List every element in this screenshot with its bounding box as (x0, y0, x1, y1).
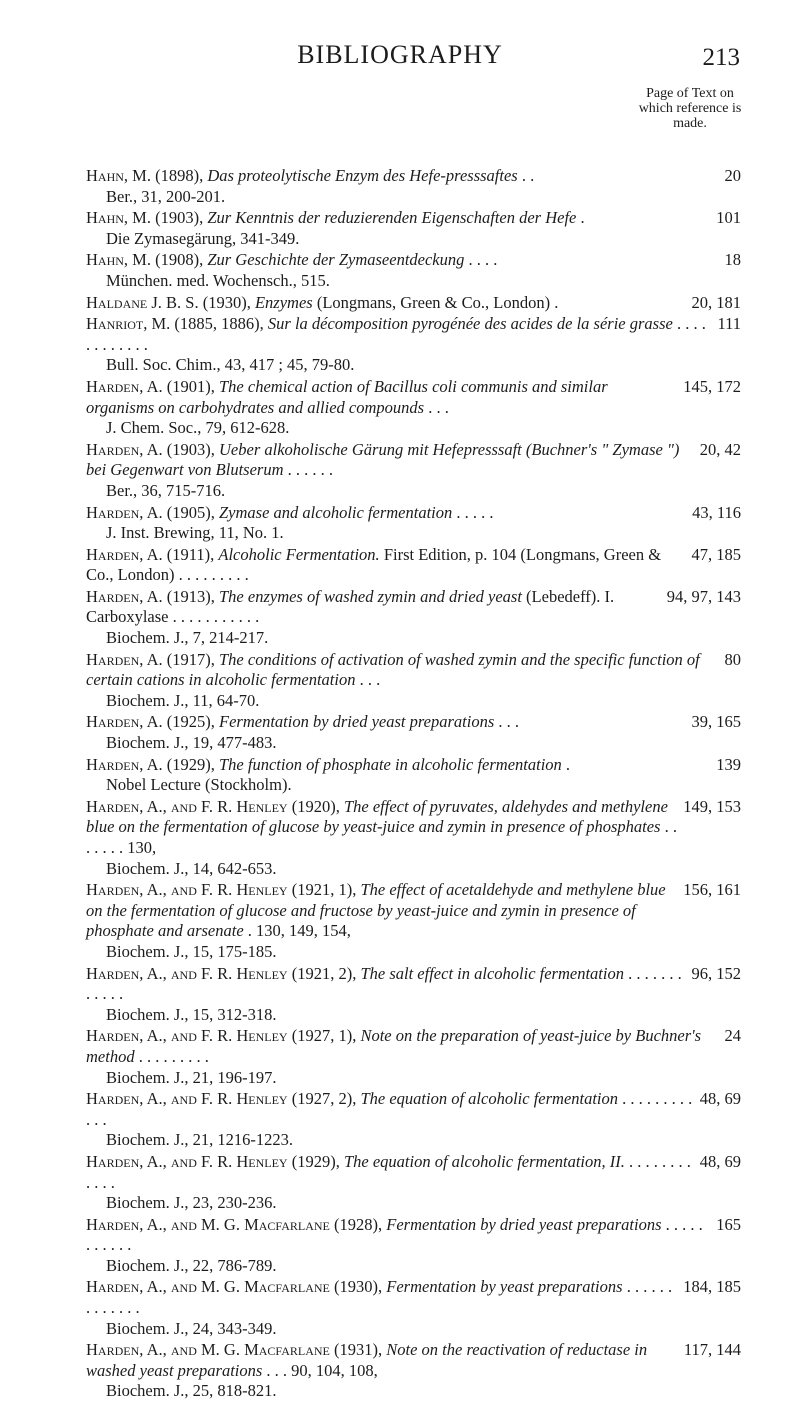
entry-citation (86, 503, 741, 524)
entry-title: Zymase and alcoholic fermentation (219, 502, 453, 522)
entry-main (86, 712, 686, 733)
entry-journal: Biochem. J., 25, 818-821. (106, 1381, 277, 1401)
entry-main (86, 650, 719, 691)
entry-journal: Biochem. J., 24, 343-349. (106, 1318, 277, 1338)
entry-citation (86, 650, 741, 691)
entry-author: Hahn, M. (1898), (86, 166, 204, 185)
entry-journal: Nobel Lecture (Stockholm). (106, 775, 292, 795)
entry-main (86, 293, 686, 314)
entry-citation (86, 797, 741, 859)
entry-journal: J. Inst. Brewing, 11, No. 1. (106, 523, 284, 543)
entry-page-refs: 24 (724, 1026, 741, 1046)
entry-title: Fermentation by dried yeast preparations (219, 712, 495, 732)
entry-tail: . . . . . . . . . . . . (86, 1151, 691, 1192)
entry-author: Harden, A., and M. G. Macfarlane (1928), (86, 1214, 383, 1234)
entry-author: Hahn, M. (1908), (86, 250, 204, 270)
entry-citation (86, 293, 741, 314)
entry-author: Harden, A. (1905), (86, 502, 215, 522)
page-reference-column-heading: Page of Text on which reference is made. (638, 86, 742, 131)
entry-citation (86, 1340, 741, 1381)
entry-tail: . . . . . . . . . . . . (86, 314, 706, 354)
entry-tail: First Edition, p. 104 (Longmans, Green & Co., London) . . . . . . . . . (86, 544, 662, 585)
running-head-title: BIBLIOGRAPHY (297, 40, 503, 69)
entry-tail: . . (517, 166, 535, 185)
entry-title: The chemical action of Bacillus coli communis and similar organisms on carbohydrates and allied compounds (86, 376, 608, 417)
entry-main (86, 377, 677, 418)
entry-page-refs: 117, 144 (683, 1340, 741, 1360)
entry-citation (86, 314, 741, 355)
entry-author: Harden, A., and F. R. Henley (1921, 2), (86, 963, 357, 983)
entry-journal: Biochem. J., 15, 175-185. (106, 941, 277, 961)
bibliography-entry (86, 1026, 741, 1088)
entry-journal: Biochem. J., 7, 214-217. (106, 628, 269, 648)
entry-title: Ueber alkoholische Gärung mit Hefepresssaft (Buchner's " Zymase ") bei Gegenwart von Blutserum (86, 439, 680, 480)
entry-journal: Biochem. J., 14, 642-653. (106, 858, 277, 878)
entry-journal: Die Zymasegärung, 341-349. (106, 228, 300, 248)
entry-tail: (Longmans, Green & Co., London) . (312, 292, 559, 312)
entry-author: Harden, A., and M. G. Macfarlane (1931), (86, 1340, 383, 1360)
entry-tail: . . . 90, 104, 108, (262, 1360, 378, 1380)
entry-title: Zur Kenntnis der reduzierenden Eigenschaften der Hefe (207, 208, 577, 228)
entry-author: Harden, A. (1925), (86, 712, 215, 732)
entry-title: Das proteolytische Enzym des Hefe-presssaftes (207, 166, 518, 185)
entry-title: Sur la décomposition pyrogénée des acides de la série grasse (267, 314, 673, 334)
entry-author: Harden, A. (1917), (86, 649, 215, 669)
bibliography-entry (86, 964, 741, 1026)
entry-main (86, 797, 677, 859)
entry-author: Harden, A., and M. G. Macfarlane (1930), (86, 1277, 383, 1297)
entry-main (86, 1277, 677, 1318)
entry-title: The enzymes of washed zymin and dried yeast (219, 586, 522, 606)
entry-main (86, 880, 677, 942)
bibliography-entry (86, 797, 741, 879)
entry-page-refs: 20 (724, 166, 741, 185)
bibliography-entry (86, 440, 741, 502)
bibliography-entry (86, 208, 741, 249)
entry-title: The equation of alcoholic fermentation (360, 1089, 619, 1109)
entry-citation (86, 880, 741, 942)
entry-main (86, 166, 719, 187)
bibliography-list (86, 166, 741, 1403)
entry-page-refs: 149, 153 (683, 796, 741, 816)
bibliography-entry (86, 587, 741, 649)
entry-citation (86, 1152, 741, 1193)
entry-tail: . (576, 208, 585, 228)
entry-title: Note on the preparation of yeast-juice by Buchner's method (86, 1026, 702, 1066)
entry-citation (86, 1215, 741, 1256)
entry-tail: . . . (494, 712, 520, 732)
entry-title: Alcoholic Fermentation. (218, 544, 380, 564)
entry-page-refs: 156, 161 (683, 880, 741, 900)
entry-page-refs: 96, 152 (691, 963, 741, 983)
entry-journal: Biochem. J., 23, 230-236. (106, 1193, 277, 1213)
entry-page-refs: 101 (716, 208, 741, 228)
bibliography-entry (86, 1089, 741, 1151)
entry-title: Zur Geschichte der Zymaseentdeckung (207, 250, 465, 270)
entry-page-refs: 18 (724, 250, 741, 270)
entry-tail: . . . . (464, 250, 498, 270)
bibliography-entry (86, 880, 741, 962)
entry-journal: Biochem. J., 22, 786-789. (106, 1255, 277, 1275)
entry-title: The salt effect in alcoholic fermentation (360, 963, 624, 983)
entry-main (86, 755, 710, 776)
entry-journal: Ber., 36, 715-716. (106, 480, 226, 500)
running-head (0, 40, 800, 80)
entry-title: Fermentation by dried yeast preparations (386, 1214, 662, 1234)
entry-journal: Biochem. J., 15, 312-318. (106, 1004, 277, 1024)
entry-journal: Bull. Soc. Chim., 43, 417 ; 45, 79-80. (106, 355, 355, 375)
bibliography-entry (86, 1277, 741, 1339)
bibliography-entry (86, 755, 741, 796)
entry-page-refs: 184, 185 (683, 1277, 741, 1297)
bibliography-entry (86, 650, 741, 712)
entry-journal: J. Chem. Soc., 79, 612-628. (106, 418, 290, 438)
entry-title: The function of phosphate in alcoholic fermentation (219, 754, 562, 774)
entry-title: The equation of alcoholic fermentation, II. (343, 1151, 625, 1171)
entry-journal: Biochem. J., 21, 1216-1223. (106, 1130, 293, 1150)
entry-journal: Biochem. J., 11, 64-70. (106, 690, 260, 710)
entry-page-refs: 111 (717, 314, 741, 334)
entry-main (86, 1026, 719, 1067)
entry-journal: Biochem. J., 21, 196-197. (106, 1067, 277, 1087)
entry-title: The effect of acetaldehyde and methylene blue on the fermentation of glucose and fructose by yeast-juice and zymin in presence of phosphate and arsenate (86, 880, 666, 941)
entry-citation (86, 1026, 741, 1067)
bibliography-entry (86, 166, 741, 207)
entry-main (86, 964, 686, 1005)
entry-tail: . . . . . (452, 502, 494, 522)
entry-main (86, 587, 661, 628)
entry-author: Harden, A., and F. R. Henley (1921, 1), (86, 880, 357, 900)
entry-author: Harden, A., and F. R. Henley (1929), (86, 1151, 340, 1171)
entry-main (86, 1152, 694, 1193)
entry-main (86, 1340, 678, 1381)
entry-page-refs: 48, 69 (699, 1151, 741, 1171)
entry-citation (86, 545, 741, 586)
bibliography-entry (86, 1215, 741, 1277)
entry-author: Haldane J. B. S. (1930), (86, 292, 251, 312)
bibliography-entry (86, 712, 741, 753)
entry-tail: . 130, 149, 154, (243, 921, 351, 941)
entry-main (86, 250, 719, 271)
entry-tail: . . . . . . . . . . . . . (86, 1277, 673, 1318)
entry-main (86, 208, 710, 229)
bibliography-entry (86, 377, 741, 439)
entry-author: Harden, A., and F. R. Henley (1927, 1), (86, 1026, 357, 1046)
entry-author: Harden, A. (1913), (86, 586, 215, 606)
entry-tail: . (561, 754, 571, 774)
entry-author: Hanriot, M. (1885, 1886), (86, 314, 264, 334)
entry-title: The conditions of activation of washed zymin and the specific function of certain cations in alcoholic fermentation (86, 649, 700, 690)
entry-author: Harden, A. (1903), (86, 439, 215, 459)
entry-journal: Biochem. J., 19, 477-483. (106, 733, 277, 753)
bibliography-entry (86, 293, 741, 314)
bibliography-entry (86, 250, 741, 291)
bibliography-entry (86, 1152, 741, 1214)
entry-tail: . . . . . . . 130, (86, 817, 677, 857)
entry-page-refs: 48, 69 (699, 1089, 741, 1109)
entry-main (86, 1089, 694, 1130)
entry-page-refs: 165 (716, 1214, 741, 1234)
entry-author: Harden, A. (1901), (86, 376, 215, 396)
entry-citation (86, 1277, 741, 1318)
entry-citation (86, 166, 741, 187)
bibliography-entry (86, 503, 741, 544)
entry-main (86, 503, 686, 524)
entry-author: Harden, A. (1929), (86, 754, 215, 774)
entry-tail: . . . . . . . . . . . . (86, 1089, 693, 1129)
entry-page-refs: 94, 97, 143 (666, 586, 741, 606)
entry-author: Hahn, M. (1903), (86, 208, 204, 228)
entry-tail: . . . . . . . . . (134, 1046, 209, 1066)
entry-title: Fermentation by yeast preparations (386, 1277, 623, 1297)
entry-citation (86, 440, 741, 481)
bibliography-entry (86, 1340, 741, 1402)
entry-citation (86, 712, 741, 733)
entry-page-refs: 139 (716, 754, 741, 774)
entry-citation (86, 208, 741, 229)
entry-page-refs: 80 (724, 649, 741, 669)
entry-citation (86, 964, 741, 1005)
entry-tail: . . . . . . . . . . . (86, 1214, 703, 1255)
bibliography-entry (86, 545, 741, 586)
entry-journal: Ber., 31, 200-201. (106, 186, 226, 206)
page-number: 213 (702, 44, 740, 71)
entry-page-refs: 43, 116 (692, 502, 741, 522)
entry-main (86, 440, 694, 481)
entry-page-refs: 47, 185 (691, 544, 741, 564)
entry-journal: München. med. Wochensch., 515. (106, 270, 330, 290)
entry-tail: (Lebedeff). I. Carboxylase . . . . . . . . . . . (86, 586, 615, 627)
entry-author: Harden, A., and F. R. Henley (1920), (86, 796, 340, 816)
entry-citation (86, 1089, 741, 1130)
entry-author: Harden, A., and F. R. Henley (1927, 2), (86, 1089, 357, 1109)
entry-main (86, 1215, 710, 1256)
entry-title: Note on the reactivation of reductase in washed yeast preparations (86, 1340, 648, 1380)
entry-main (86, 545, 686, 586)
entry-citation (86, 755, 741, 776)
entry-title: Enzymes (254, 292, 313, 312)
entry-tail: . . . . . . . . . . . . (86, 963, 682, 1004)
entry-author: Harden, A. (1911), (86, 544, 215, 564)
bibliography-entry (86, 314, 741, 376)
entry-citation (86, 377, 741, 418)
entry-tail: . . . (355, 670, 381, 690)
entry-page-refs: 20, 42 (699, 439, 741, 459)
entry-citation (86, 250, 741, 271)
entry-page-refs: 20, 181 (691, 292, 741, 312)
entry-page-refs: 145, 172 (683, 376, 741, 396)
entry-tail: . . . . . . (283, 460, 334, 480)
entry-page-refs: 39, 165 (691, 712, 741, 732)
entry-title: The effect of pyruvates, aldehydes and methylene blue on the fermentation of glucose by yeast-juice and zymin in presence of phosphates (86, 796, 668, 837)
entry-citation (86, 587, 741, 628)
entry-tail: . . . (424, 397, 449, 417)
entry-main (86, 314, 711, 355)
